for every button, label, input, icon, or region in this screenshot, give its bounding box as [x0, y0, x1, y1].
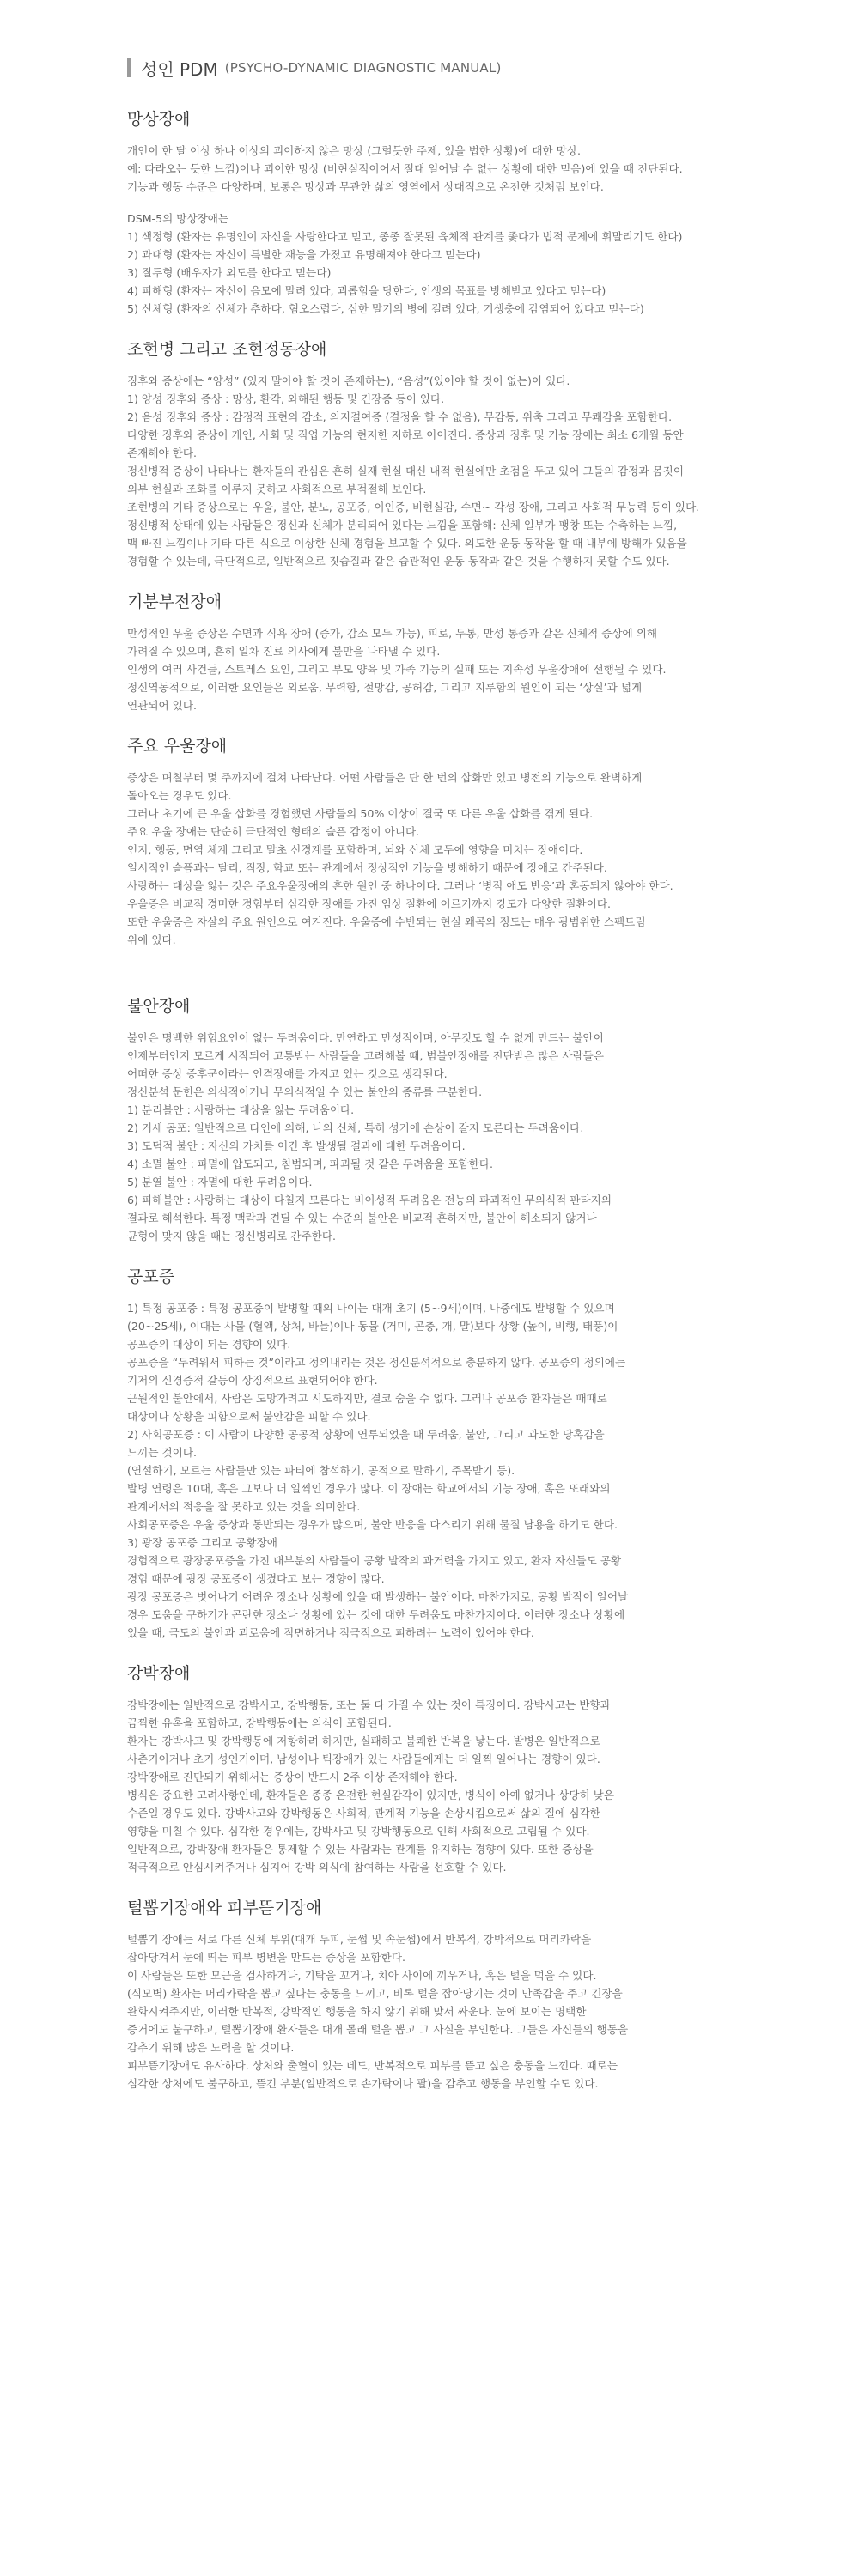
text-line: 1) 색정형 (환자는 유명인이 자신을 사랑한다고 믿고, 종종 잘못된 육체적 관계를 좇다가 법적 문제에 휘말리기도 한다) — [127, 230, 683, 243]
text-line: 위에 있다. — [127, 933, 176, 946]
text-line: 개인이 한 달 이상 하나 이상의 괴이하지 않은 망상 (그럴듯한 주제, 있을 법한 상황)에 대한 망상. — [127, 144, 582, 157]
section — [127, 337, 730, 570]
text-line: (식모벽) 환자는 머리카락을 뽑고 싶다는 충동을 느끼고, 비록 털을 잡아당기는 것이 만족감을 주고 긴장을 — [127, 1987, 623, 2000]
text-line: 경험적으로 광장공포증을 가진 대부분의 사람들이 공황 발작의 과거력을 가지고 있고, 환자 자신들도 공황 — [127, 1554, 622, 1567]
text-line: 인지, 행동, 면역 체계 그리고 말초 신경계를 포함하며, 뇌와 신체 모두에 영향을 미치는 장애이다. — [127, 843, 583, 856]
text-line: 2) 과대형 (환자는 자신이 특별한 재능을 가졌고 유명해져야 한다고 믿는다) — [127, 248, 481, 261]
text-line: 2) 거세 공포: 일반적으로 타인에 의해, 나의 신체, 특히 성기에 손상이 갈지 모른다는 두려움이다. — [127, 1121, 584, 1134]
text-line: 2) 사회공포증 : 이 사람이 다양한 공공적 상황에 연루되었을 때 두려움, 불안, 그리고 과도한 당혹감을 — [127, 1428, 605, 1441]
text-line: 완화시켜주지만, 이러한 반복적, 강박적인 행동을 하지 않기 위해 맞서 싸운다. 눈에 보이는 명백한 — [127, 2005, 587, 2018]
text-line: 강박장애는 일반적으로 강박사고, 강박행동, 또는 둘 다 가질 수 있는 것이 특징이다. 강박사고는 반향과 — [127, 1698, 611, 1711]
blank-line — [127, 196, 730, 210]
text-line: 그러나 초기에 큰 우울 삽화를 경험했던 사람들의 50% 이상이 결국 또 다른 우울 삽화를 겪게 된다. — [127, 807, 594, 820]
page-title: 성인 PDM — [141, 58, 218, 80]
text-line: DSM-5의 망상장애는 — [127, 212, 229, 225]
text-line: 증상은 며칠부터 몇 주까지에 걸쳐 나타난다. 어떤 사람들은 단 한 번의 삽화만 있고 병전의 기능으로 완벽하게 — [127, 771, 643, 784]
section — [127, 106, 730, 318]
section — [127, 993, 730, 1245]
text-line: 돌아오는 경우도 있다. — [127, 789, 232, 802]
text-line: 근원적인 불안에서, 사람은 도망가려고 시도하지만, 결코 숨을 수 없다. 그러나 공포증 환자들은 때때로 — [127, 1392, 607, 1405]
text-line: 균형이 맞지 않을 때는 정신병리로 간주한다. — [127, 1230, 336, 1242]
text-line: 우울증은 비교적 경미한 경험부터 심각한 장애를 가진 임상 질환에 이르기까지 강도가 다양한 질환이다. — [127, 897, 611, 910]
text-line: 가려질 수 있으며, 흔히 일차 진료 의사에게 불만을 나타낼 수 있다. — [127, 645, 441, 658]
text-line: 1) 양성 징후와 증상 : 망상, 환각, 와해된 행동 및 긴장증 등이 있다. — [127, 392, 445, 405]
text-line: 일시적인 슬픔과는 달리, 직장, 학교 또는 관계에서 정상적인 기능을 방해하기 때문에 장애로 간주된다. — [127, 861, 607, 874]
text-line: 4) 소멸 불안 : 파멸에 압도되고, 침범되며, 파괴될 것 같은 두려움을 포함한다. — [127, 1157, 494, 1170]
text-line: 감추기 위해 많은 노력을 할 것이다. — [127, 2041, 295, 2054]
text-line: 인생의 여러 사건들, 스트레스 요인, 그리고 부모 양육 및 가족 기능의 실패 또는 지속성 우울장애에 선행될 수 있다. — [127, 663, 667, 676]
title-accent-bar — [127, 58, 131, 77]
text-line: 경험할 수 있는데, 극단적으로, 일반적으로 짓습질과 같은 습관적인 운동 동작과 같은 것을 수행하지 못할 수도 있다. — [127, 555, 670, 568]
text-line: 연관되어 있다. — [127, 699, 197, 712]
section-heading: 털뽑기장애와 피부뜯기장애 — [127, 1899, 322, 1917]
text-line: 공포증의 대상이 되는 경향이 있다. — [127, 1338, 291, 1351]
section-heading: 불안장애 — [127, 997, 191, 1016]
text-line: 또한 우울증은 자살의 주요 원인으로 여겨진다. 우울증에 수반되는 현실 왜곡의 정도는 매우 광범위한 스펙트럼 — [127, 915, 646, 928]
text-line: 맥 빠진 느낌이나 기타 다른 식으로 이상한 신체 경험을 보고할 수 있다. 의도한 운동 동작을 할 때 내부에 방해가 있음을 — [127, 537, 687, 550]
page-subtitle: (PSYCHO-DYNAMIC DIAGNOSTIC MANUAL) — [224, 60, 502, 76]
text-line: (20~25세), 이때는 사물 (혈액, 상처, 바늘)이나 동물 (거미, 곤충, 개, 말)보다 상황 (높이, 비행, 태풍)이 — [127, 1320, 618, 1333]
section-heading: 기분부전장애 — [127, 592, 222, 611]
section-heading: 강박장애 — [127, 1664, 191, 1683]
text-line: 느끼는 것이다. — [127, 1446, 197, 1459]
text-line: 존재해야 한다. — [127, 447, 197, 459]
title-bar — [127, 55, 730, 81]
text-line: 사회공포증은 우울 증상과 동반되는 경우가 많으며, 불안 반응을 다스리기 위해 물질 남용을 하기도 한다. — [127, 1518, 618, 1531]
text-line: 다양한 징후와 증상이 개인, 사회 및 직업 기능의 현저한 저하로 이어진다. 증상과 징후 및 기능 장애는 최소 6개월 동안 — [127, 428, 684, 441]
text-line: 사랑하는 대상을 잃는 것은 주요우울장애의 흔한 원인 중 하나이다. 그러나 ‘병적 애도 반응’과 혼동되지 않아야 한다. — [127, 879, 673, 892]
text-line: 5) 분열 불안 : 자멸에 대한 두려움이다. — [127, 1176, 313, 1188]
text-line: 적극적으로 안심시켜주거나 심지어 강박 의식에 참여하는 사람을 선호할 수 있다. — [127, 1861, 507, 1874]
text-line: 조현병의 기타 증상으로는 우울, 불안, 분노, 공포증, 이인증, 비현실감, 수면~ 각성 장애, 그리고 사회적 무능력 등이 있다. — [127, 501, 700, 513]
text-line: 정신역동적으로, 이러한 요인들은 외로움, 무력함, 절망감, 공허감, 그리고 지루함의 원인이 되는 ‘상실’과 넓게 — [127, 681, 643, 694]
text-line: 있을 때, 극도의 불안과 괴로움에 직면하거나 적극적으로 피하려는 노력이 있어야 한다. — [127, 1626, 534, 1639]
text-line: 환자는 강박사고 및 강박행동에 저항하려 하지만, 실패하고 불쾌한 반복을 낳는다. 발병은 일반적으로 — [127, 1735, 600, 1747]
text-line: 1) 분리불안 : 사랑하는 대상을 잃는 두려움이다. — [127, 1103, 355, 1116]
section — [127, 1895, 730, 2093]
text-line: 정신병적 상태에 있는 사람들은 정신과 신체가 분리되어 있다는 느낌을 포함해: 신체 일부가 팽창 또는 수축하는 느낌, — [127, 519, 678, 532]
text-line: 3) 도덕적 불안 : 자신의 가치를 어긴 후 발생될 결과에 대한 두려움이다. — [127, 1139, 466, 1152]
section-heading: 망상장애 — [127, 110, 191, 129]
text-line: 끔찍한 유혹을 포함하고, 강박행동에는 의식이 포함된다. — [127, 1716, 392, 1729]
text-line: 언제부터인지 모르게 시작되어 고통받는 사람들을 고려해볼 때, 범불안장애를 진단받은 많은 사람들은 — [127, 1049, 604, 1062]
text-line: 경험 때문에 광장 공포증이 생겼다고 보는 경향이 많다. — [127, 1572, 385, 1585]
text-line: 예: 따라오는 듯한 느낌)이나 괴이한 망상 (비현실적이어서 절대 일어날 수 없는 상황에 대한 믿음)에 있을 때 진단된다. — [127, 162, 683, 175]
text-line: (연설하기, 모르는 사람들만 있는 파티에 참석하기, 공적으로 말하기, 주목받기 등). — [127, 1464, 515, 1477]
text-line: 징후와 증상에는 “양성” (있지 말아야 할 것이 존재하는), “음성”(있어야 할 것이 없는)이 있다. — [127, 374, 570, 387]
text-line: 주요 우울 장애는 단순히 극단적인 형태의 슬픈 감정이 아니다. — [127, 825, 420, 838]
text-line: 발병 연령은 10대, 혹은 그보다 더 일찍인 경우가 많다. 이 장애는 학교에서의 기능 장애, 혹은 또래와의 — [127, 1482, 611, 1495]
text-line: 이 사람들은 또한 모근을 검사하거나, 기탁을 꼬거나, 치아 사이에 끼우거나, 혹은 털을 먹을 수 있다. — [127, 1969, 597, 1982]
text-line: 1) 특정 공포증 : 특정 공포증이 발병할 때의 나이는 대개 초기 (5~9세)이며, 나중에도 발병할 수 있으며 — [127, 1302, 615, 1315]
section-heading: 공포증 — [127, 1267, 175, 1286]
text-line: 일반적으로, 강박장애 환자들은 통제할 수 있는 사람과는 관계를 유지하는 경향이 있다. 또한 증상을 — [127, 1843, 594, 1856]
text-line: 6) 피해불안 : 사랑하는 대상이 다칠지 모른다는 비이성적 두려움은 전능의 파괴적인 무의식적 판타지의 — [127, 1194, 612, 1206]
text-line: 잡아당겨서 눈에 띄는 피부 병변을 만드는 증상을 포함한다. — [127, 1951, 405, 1964]
text-line: 관계에서의 적응을 잘 못하고 있는 것을 의미한다. — [127, 1500, 361, 1513]
text-line: 만성적인 우울 증상은 수면과 식욕 장애 (증가, 감소 모두 가능), 피로, 두통, 만성 통증과 같은 신체적 증상에 의해 — [127, 627, 658, 640]
section — [127, 733, 730, 949]
text-line: 대상이나 상황을 피함으로써 불안감을 피할 수 있다. — [127, 1410, 371, 1423]
text-line: 불안은 명백한 위험요인이 없는 두려움이다. 만연하고 만성적이며, 아무것도 할 수 없게 만드는 불안이 — [127, 1031, 604, 1044]
text-line: 심각한 상처에도 불구하고, 뜯긴 부분(일반적으로 손가락이나 팔)을 감추고 행동을 부인할 수도 있다. — [127, 2077, 599, 2090]
content — [127, 106, 730, 2093]
text-line: 피부뜯기장애도 유사하다. 상처와 출혈이 있는 데도, 반복적으로 피부를 뜯고 싶은 충동을 느낀다. 때로는 — [127, 2059, 618, 2072]
text-line: 강박장애로 진단되기 위해서는 증상이 반드시 2주 이상 존재해야 한다. — [127, 1771, 458, 1783]
text-line: 경우 도움을 구하기가 곤란한 장소나 상황에 있는 것에 대한 두려움도 마찬가지이다. 이러한 장소나 상황에 — [127, 1608, 625, 1621]
section — [127, 589, 730, 714]
text-line: 2) 음성 징후와 증상 : 감정적 표현의 감소, 의지결여증 (결정을 할 수 없음), 무감동, 위축 그리고 무쾌감을 포함한다. — [127, 410, 673, 423]
section — [127, 1661, 730, 1876]
text-line: 결과로 해석한다. 특정 맥락과 견딜 수 있는 수준의 불안은 비교적 흔하지만, 불안이 해소되지 않거나 — [127, 1212, 597, 1224]
section-heading: 조현병 그리고 조현정동장애 — [127, 340, 327, 359]
text-line: 증거에도 불구하고, 털뽑기장애 환자들은 대개 몰래 털을 뽑고 그 사실을 부인한다. 그들은 자신들의 행동을 — [127, 2023, 629, 2036]
text-line: 사춘기이거나 초기 성인기이며, 남성이나 틱장애가 있는 사람들에게는 더 일찍 일어나는 경향이 있다. — [127, 1753, 600, 1765]
text-line: 영향을 미칠 수 있다. 심각한 경우에는, 강박사고 및 강박행동으로 인해 사회적으로 고립될 수 있다. — [127, 1825, 590, 1838]
text-line: 기능과 행동 수준은 다양하며, 보통은 망상과 무관한 삶의 영역에서 상대적으로 온전한 것처럼 보인다. — [127, 180, 604, 193]
text-line: 외부 현실과 조화를 이루지 못하고 사회적으로 부적절해 보인다. — [127, 483, 427, 495]
section-heading: 주요 우울장애 — [127, 737, 228, 756]
text-line: 수준일 경우도 있다. 강박사고와 강박행동은 사회적, 관계적 기능을 손상시킴으로써 삶의 질에 심각한 — [127, 1807, 600, 1820]
text-line: 공포증을 “두려워서 피하는 것”이라고 정의내리는 것은 정신분석적으로 충분하지 않다. 공포증의 정의에는 — [127, 1356, 626, 1369]
text-line: 광장 공포증은 벗어나기 어려운 장소나 상황에 있을 때 발생하는 불안이다. 마찬가지로, 공황 발작이 일어날 — [127, 1590, 629, 1603]
text-line: 4) 피해형 (환자는 자신이 음모에 말려 있다, 괴롭힘을 당한다, 인생의 목표를 방해받고 있다고 믿는다) — [127, 284, 606, 297]
text-line: 어떠한 증상 증후군이라는 인격장애를 가지고 있는 것으로 생각된다. — [127, 1067, 448, 1080]
text-line: 3) 질투형 (배우자가 외도를 한다고 믿는다) — [127, 266, 332, 279]
text-line: 정신분석 문헌은 의식적이거나 무의식적일 수 있는 불안의 종류를 구분한다. — [127, 1085, 483, 1098]
text-line: 털뽑기 장애는 서로 다른 신체 부위(대개 두피, 눈썹 및 속눈썹)에서 반복적, 강박적으로 머리카락을 — [127, 1933, 592, 1946]
text-line: 병식은 중요한 고려사항인데, 환자들은 종종 온전한 현실감각이 있지만, 병식이 아예 없거나 상당히 낮은 — [127, 1789, 614, 1801]
text-line: 5) 신체형 (환자의 신체가 추하다, 혐오스럽다, 심한 말기의 병에 걸려 있다, 기생충에 감염되어 있다고 믿는다) — [127, 302, 644, 315]
text-line: 정신병적 증상이 나타나는 환자들의 관심은 흔히 실재 현실 대신 내적 현실에만 초점을 두고 있어 그들의 감정과 몸짓이 — [127, 465, 684, 477]
text-line: 3) 광장 공포증 그리고 공황장애 — [127, 1536, 277, 1549]
section — [127, 1264, 730, 1642]
text-line: 기저의 신경증적 갈등이 상징적으로 표현되어야 한다. — [127, 1374, 378, 1387]
